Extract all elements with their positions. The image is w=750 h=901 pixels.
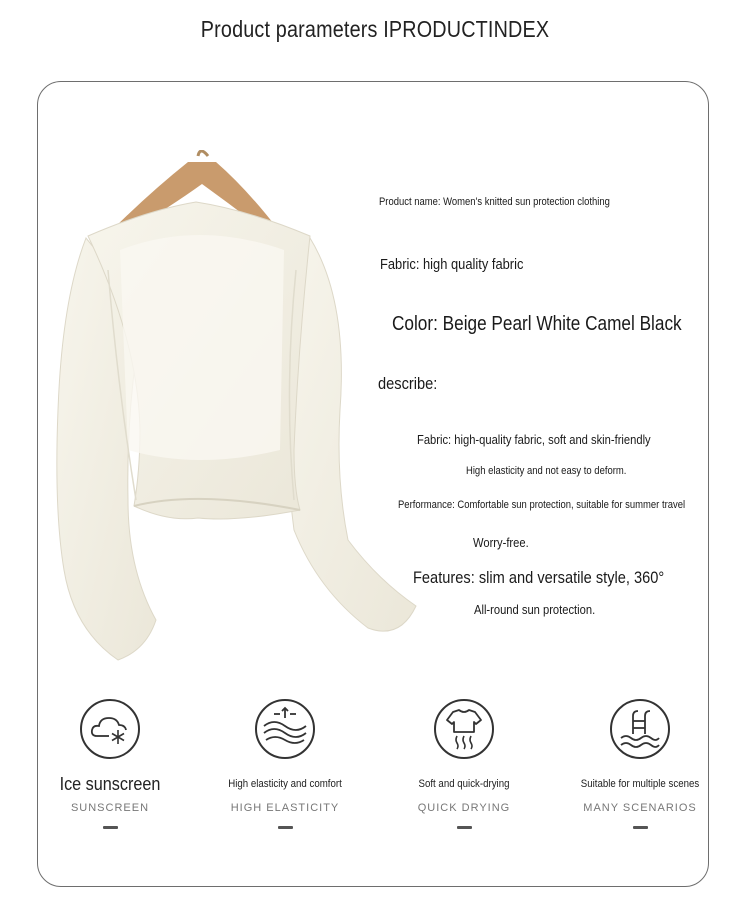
- feature-title: Soft and quick-drying: [418, 778, 510, 790]
- cloud-snowflake-icon: [79, 698, 141, 760]
- feature-subtitle: SUNSCREEN: [70, 802, 150, 814]
- shirt-steam-icon: [433, 698, 495, 760]
- desc-all-round: All-round sun protection.: [474, 602, 596, 617]
- page-title: Product parameters IPRODUCTINDEX: [200, 16, 550, 42]
- feature-subtitle: QUICK DRYING: [417, 802, 511, 814]
- swimming-pool-icon: [609, 698, 671, 760]
- spec-fabric: Fabric: high quality fabric: [380, 256, 524, 273]
- feature-title: Ice sunscreen: [59, 774, 161, 794]
- feature-title: Suitable for multiple scenes: [580, 778, 700, 790]
- feature-title: High elasticity and comfort: [228, 778, 342, 790]
- divider: [103, 826, 118, 829]
- spec-product-name: Product name: Women's knitted sun protection clothing: [379, 196, 610, 208]
- desc-fabric: Fabric: high-quality fabric, soft and skin-friendly: [417, 432, 651, 447]
- divider: [278, 826, 293, 829]
- feature-many-scenarios: [560, 698, 720, 829]
- feature-subtitle: HIGH ELASTICITY: [230, 802, 340, 814]
- spec-color: Color: Beige Pearl White Camel Black: [392, 313, 682, 335]
- divider: [633, 826, 648, 829]
- feature-ice-sunscreen: [30, 698, 190, 829]
- spec-describe: describe:: [378, 374, 438, 393]
- product-image: [48, 150, 428, 670]
- feature-quick-drying: [384, 698, 544, 829]
- desc-performance: Performance: Comfortable sun protection, suitable for summer travel: [398, 499, 686, 511]
- elastic-waves-icon: [254, 698, 316, 760]
- feature-subtitle: MANY SCENARIOS: [583, 802, 697, 814]
- divider: [457, 826, 472, 829]
- desc-elasticity: High elasticity and not easy to deform.: [466, 465, 627, 477]
- feature-high-elasticity: [205, 698, 365, 829]
- desc-worry-free: Worry-free.: [473, 535, 529, 550]
- desc-features: Features: slim and versatile style, 360°: [413, 568, 665, 587]
